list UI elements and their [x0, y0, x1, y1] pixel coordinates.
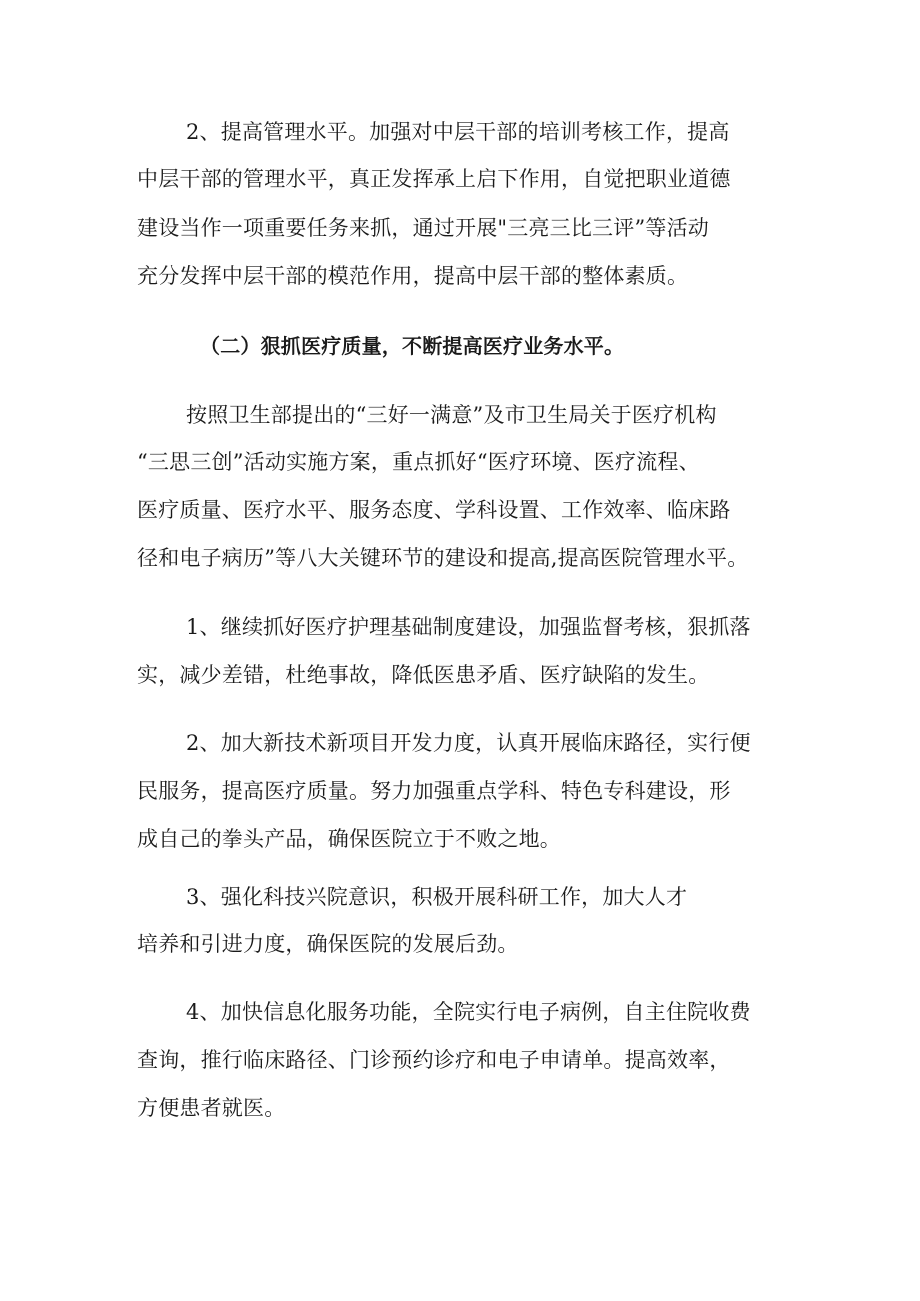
paragraph-line: “三思三创”活动实施方案，重点抓好“医疗环境、医疗流程、 [137, 450, 700, 474]
paragraph-line: 径和电子病历”等八大关键环节的建设和提高,提高医院管理水平。 [137, 546, 749, 570]
list-item-line: 方便患者就医。 [137, 1096, 286, 1120]
list-item-line: 实，减少差错，杜绝事故，降低医患矛盾、医疗缺陷的发生。 [137, 663, 710, 687]
list-item-line: 成自己的拳头产品，确保医院立于不败之地。 [137, 827, 561, 851]
list-item-line: 4、加快信息化服务功能，全院实行电子病例，自主住院收费 [186, 1000, 751, 1024]
list-item-line: 3、强化科技兴院意识，积极开展科研工作，加大人才 [186, 885, 688, 909]
section-heading: （二）狠抓医疗质量，不断提高医疗业务水平。 [200, 334, 625, 358]
list-item-line: 培养和引进力度，确保医院的发展后劲。 [137, 932, 519, 956]
paragraph-line: 建设当作一项重要任务来抓，通过开展"三亮三比三评”等活动 [137, 216, 709, 240]
paragraph-line: 2、提高管理水平。加强对中层干部的培训考核工作，提高 [186, 120, 730, 144]
paragraph-line: 按照卫生部提出的“三好一满意”及市卫生局关于医疗机构 [186, 403, 717, 427]
list-item-line: 2、加大新技术新项目开发力度，认真开展临床路径，实行便 [186, 731, 751, 755]
list-item-line: 查询，推行临床路径、门诊预约诊疗和电子申请单。提高效率， [137, 1048, 731, 1072]
list-item-line: 1、继续抓好医疗护理基础制度建设，加强监督考核，狠抓落 [186, 615, 751, 639]
paragraph-line: 中层干部的管理水平，真正发挥承上启下作用，自觉把职业道德 [137, 167, 731, 191]
paragraph-line: 充分发挥中层干部的模范作用，提高中层干部的整体素质。 [137, 264, 689, 288]
list-item-line: 民服务，提高医疗质量。努力加强重点学科、特色专科建设，形 [137, 779, 731, 803]
paragraph-line: 医疗质量、医疗水平、服务态度、学科设置、工作效率、临床路 [137, 498, 731, 522]
